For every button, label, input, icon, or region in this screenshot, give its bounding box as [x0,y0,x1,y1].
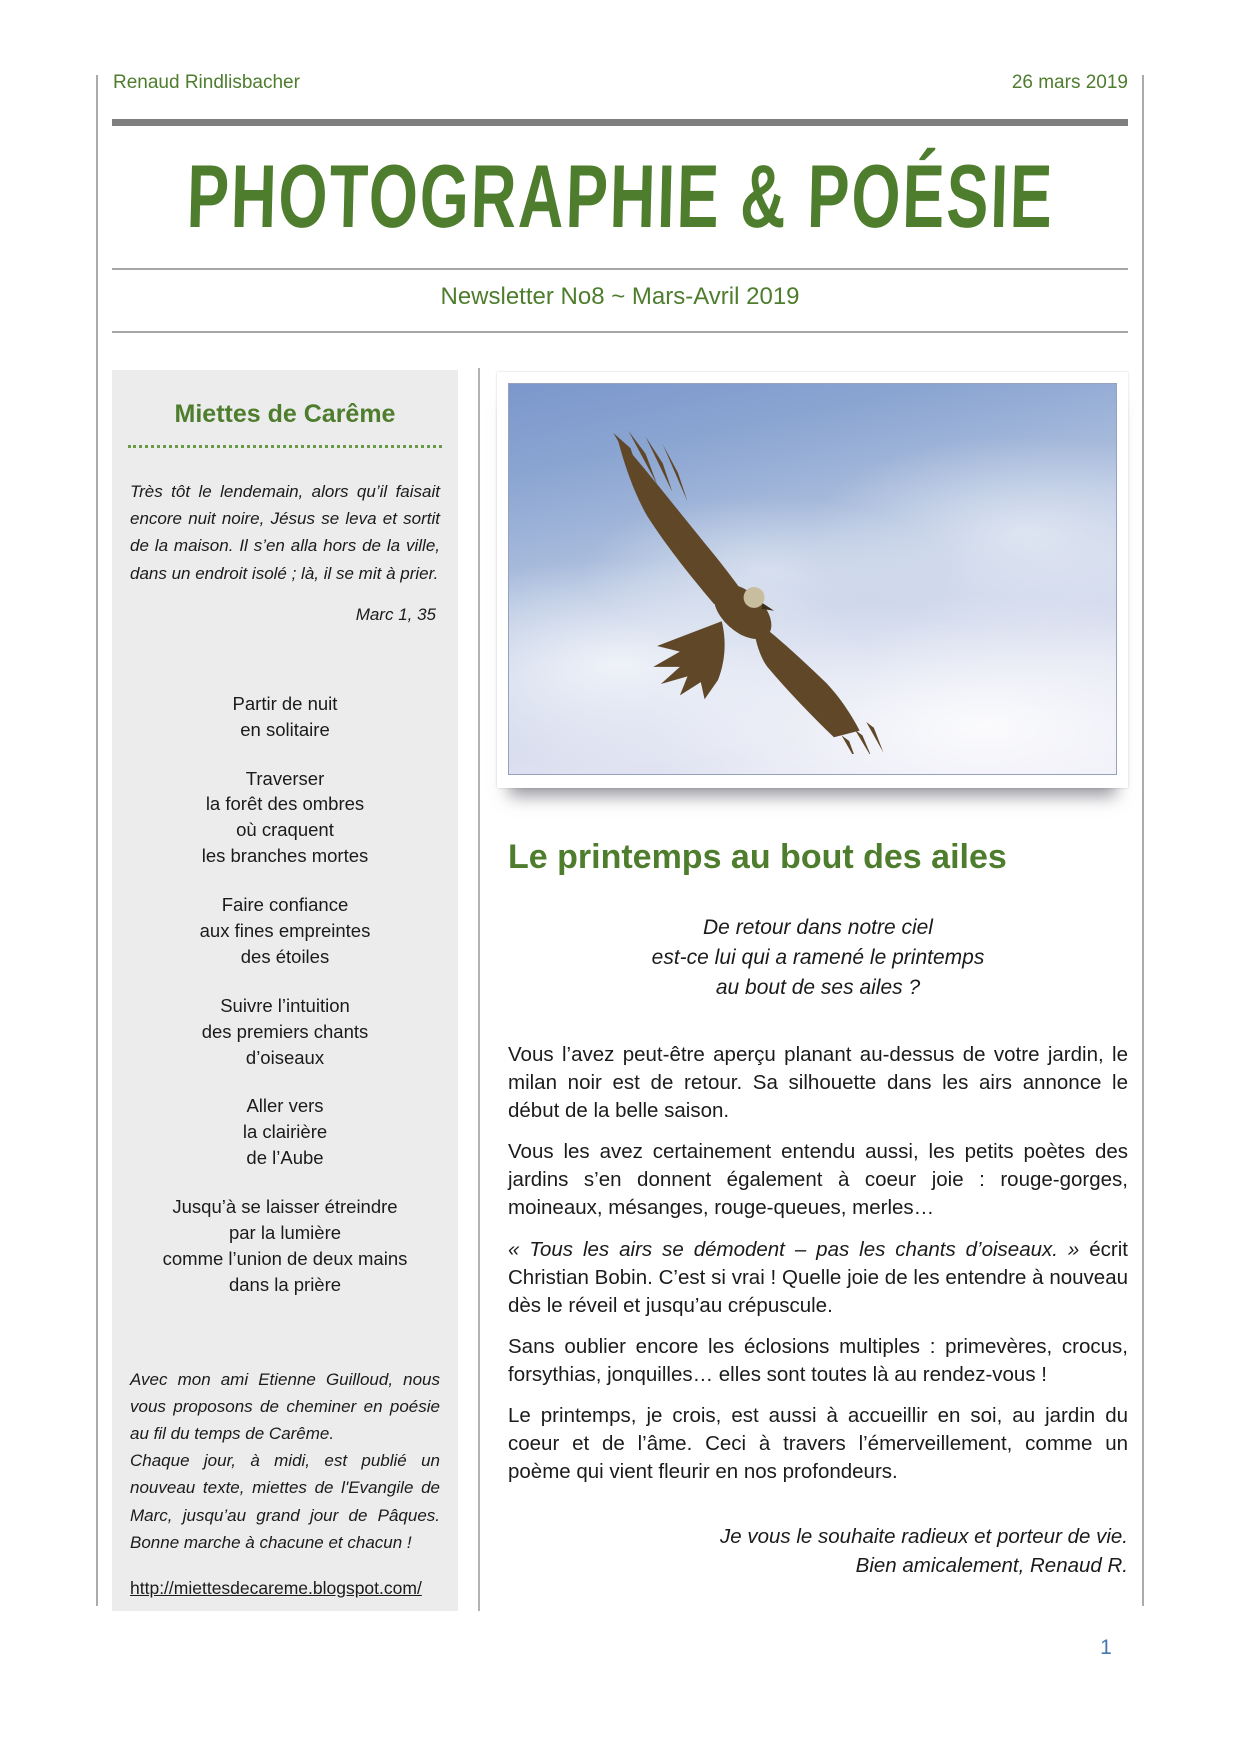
poem-stanza: Aller vers la clairière de l’Aube [242,1095,328,1169]
subtitle-rule-bottom [112,331,1128,333]
photo-frame [497,372,1128,788]
poem-stanza: Jusqu’à se laisser étreindre par la lumière comme l’union de deux mains dans la prière [162,1196,408,1295]
article [508,838,1128,1581]
scripture-quote: Très tôt le lendemain, alors qu’il faisait encore nuit noire, Jésus se leva et sortit de la maison. Il s’en alla hors de la ville, dans un endroit isolé ; là, il se mit à prier. [130,482,440,583]
scripture-reference: Marc 1, 35 [355,604,436,624]
poem-stanza: Faire confiance aux fines empreintes des étoiles [199,894,371,967]
masthead-title: PHOTOGRAPHIE & POÉSIE [185,147,1055,247]
sidebar-note-paragraph: Chaque jour, à midi, est publié un nouveau texte, miettes de l'Evangile de Marc, jusqu’au grand jour de Pâques. Bonne marche à chacune et chacun ! [130,1451,440,1552]
article-body [508,1041,1128,1486]
page-right-border [1142,75,1144,1606]
article-paragraph: Vous l’avez peut-être aperçu planant au-dessus de votre jardin, le milan noir est de retour. Sa silhouette dans les airs annonce le début de la belle saison. [508,1043,1128,1123]
sidebar-title: Miettes de Carême [174,400,396,428]
sidebar-note [130,1366,440,1556]
column-divider [478,368,480,1611]
blog-link[interactable]: http://miettesdecareme.blogspot.com/ [130,1577,422,1598]
bird-head [744,587,765,608]
poem-stanza: Traverser la forêt des ombres où craquent les branches mortes [201,767,369,867]
article-paragraph: Sans oublier encore les éclosions multiples : primevères, crocus, forsythias, jonquilles… elles sont toutes là au rendez-vous ! [508,1334,1128,1386]
poem-stanza: Partir de nuit en solitaire [232,692,338,740]
sky-photo [508,383,1117,775]
sidebar [112,370,458,1611]
masthead [112,136,1128,258]
article-title: Le printemps au bout des ailes [508,838,1007,876]
subtitle-rule-top [112,268,1128,270]
article-paragraph: Le printemps, je crois, est aussi à accueillir en soi, au jardin du coeur et de l’âme. Ceci à travers l’émerveillement, comme un poème qui vient fleurir en nos profondeurs. [508,1403,1128,1484]
article-paragraph: Vous les avez certainement entendu aussi, les petits poètes des jardins s’en donnent également à coeur joie : rouge-gorges, moineaux, mésanges, rouge-queues, merles… [508,1140,1128,1220]
page-number: 1 [1100,1636,1112,1659]
article-signoff: Je vous le souhaite radieux et porteur de vie. Bien amicalement, Renaud R. [720,1525,1128,1578]
dotted-divider [128,445,442,448]
blog-link-row [130,1578,440,1599]
header-rule [112,119,1128,126]
header-author: Renaud Rindlisbacher [113,72,300,93]
article-epigraph: De retour dans notre ciel est-ce lui qui a ramené le printemps au bout de ses ailes ? [651,916,985,1000]
sidebar-note-paragraph: Avec mon ami Etienne Guilloud, nous vous proposons de cheminer en poésie au fil du temps de Carême. [130,1369,440,1444]
page-left-border [96,75,98,1606]
sidebar-poem [126,691,444,1298]
newsletter-subtitle: Newsletter No8 ~ Mars-Avril 2019 [440,283,800,310]
kite-bird-silhouette [600,427,885,755]
poem-stanza: Suivre l’intuition des premiers chants d’oiseaux [201,994,369,1068]
header-date: 26 mars 2019 [1011,72,1128,93]
article-paragraph: « Tous les airs se démodent – pas les chants d’oiseaux. » écrit Christian Bobin. C’est si vrai ! Quelle joie de les entendre à nouveau dès le réveil et jusqu’au crépuscule. [508,1237,1128,1317]
